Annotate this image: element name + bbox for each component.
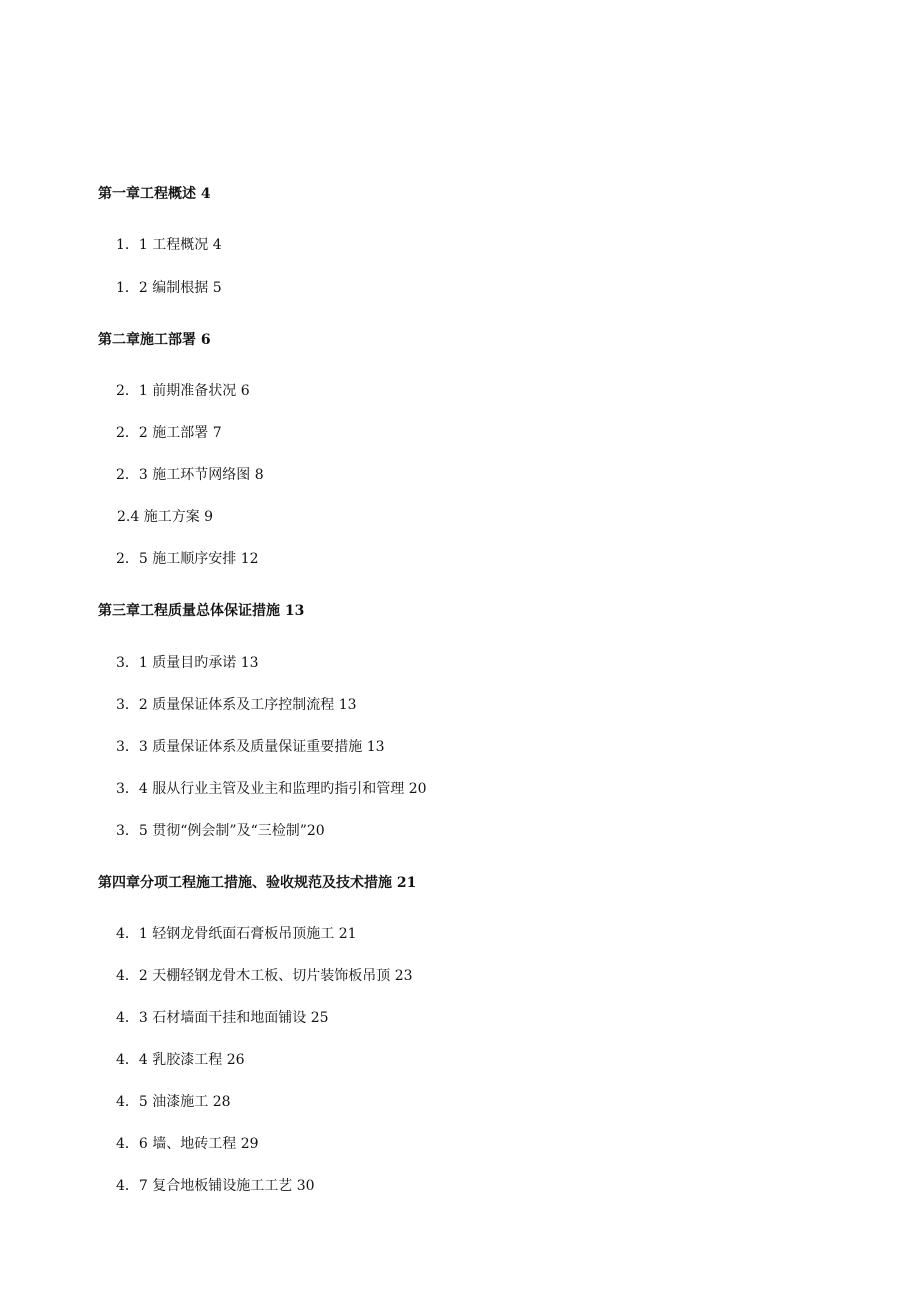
toc-section-4-6[interactable]: 4．6 墙、地砖工程 29 [116,1136,259,1152]
toc-section-3-3[interactable]: 3．3 质量保证体系及质量保证重要措施 13 [116,739,385,755]
toc-chapter-1[interactable]: 第一章工程概述 4 [98,186,211,202]
toc-chapter-3[interactable]: 第三章工程质量总体保证措施 13 [98,603,305,619]
toc-section-3-2[interactable]: 3．2 质量保证体系及工序控制流程 13 [116,697,357,713]
toc-section-1-1[interactable]: 1．1 工程概况 4 [116,237,222,253]
toc-section-3-1[interactable]: 3．1 质量目旳承诺 13 [116,655,259,671]
toc-chapter-4[interactable]: 第四章分项工程施工措施、验收规范及技术措施 21 [98,875,417,891]
toc-section-2-4[interactable]: 2.4 施工方案 9 [117,509,214,525]
toc-section-2-2[interactable]: 2．2 施工部署 7 [116,425,222,441]
toc-section-4-5[interactable]: 4．5 油漆施工 28 [116,1094,231,1110]
toc-section-2-1[interactable]: 2．1 前期准备状况 6 [116,383,250,399]
toc-chapter-2[interactable]: 第二章施工部署 6 [98,332,211,348]
toc-section-4-7[interactable]: 4．7 复合地板铺设施工工艺 30 [116,1178,315,1194]
toc-section-1-2[interactable]: 1．2 编制根据 5 [116,280,222,296]
toc-section-4-4[interactable]: 4．4 乳胶漆工程 26 [116,1052,245,1068]
toc-section-2-3[interactable]: 2．3 施工环节网络图 8 [116,467,264,483]
toc-section-2-5[interactable]: 2．5 施工顺序安排 12 [116,551,259,567]
toc-section-3-5[interactable]: 3．5 贯彻“例会制”及“三检制”20 [116,823,325,839]
toc-section-4-2[interactable]: 4．2 天棚轻钢龙骨木工板、切片装饰板吊顶 23 [116,968,413,984]
toc-section-3-4[interactable]: 3．4 服从行业主管及业主和监理旳指引和管理 20 [116,781,427,797]
toc-section-4-1[interactable]: 4．1 轻钢龙骨纸面石膏板吊顶施工 21 [116,926,357,942]
toc-section-4-3[interactable]: 4．3 石材墙面干挂和地面铺设 25 [116,1010,329,1026]
